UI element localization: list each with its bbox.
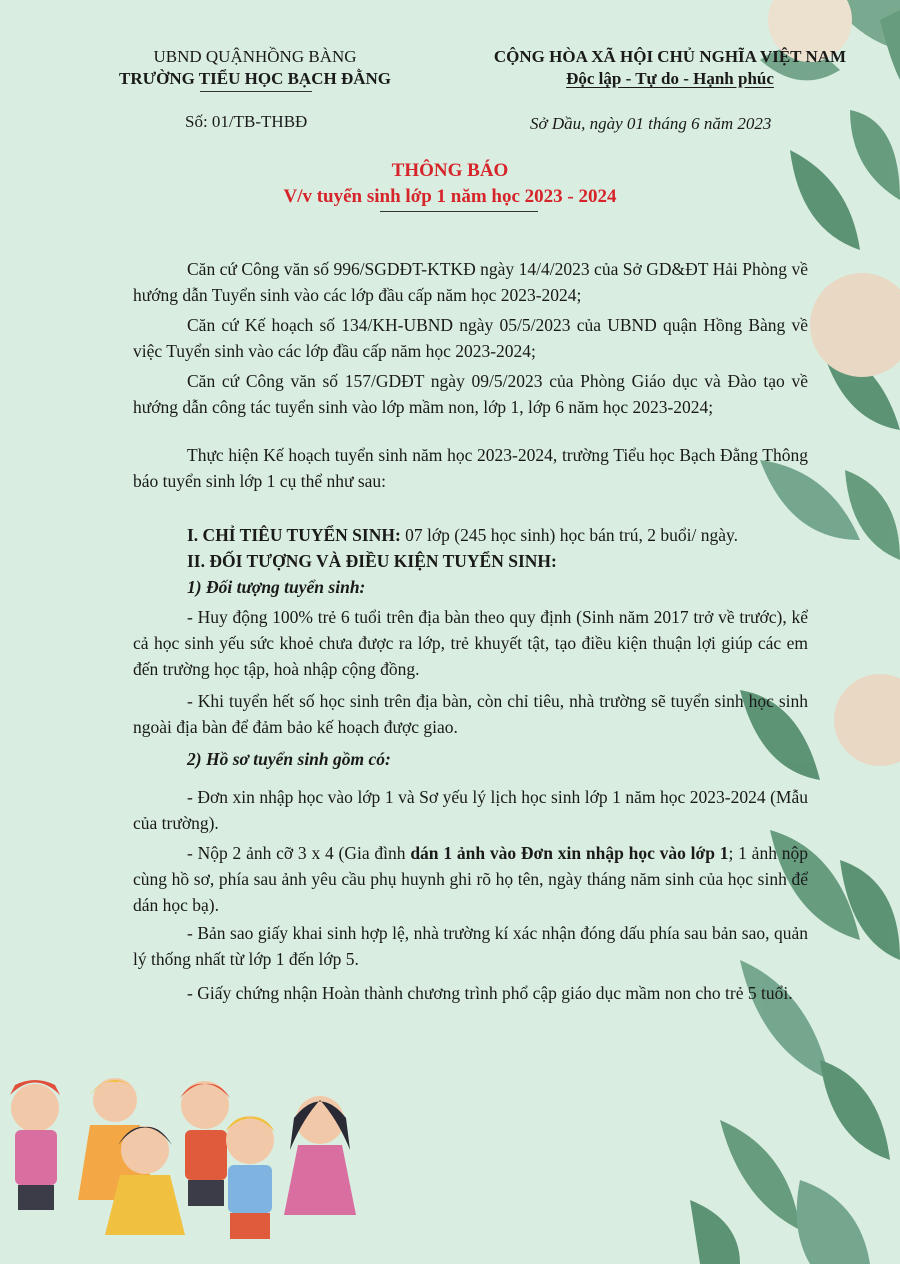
school-name: TRƯỜNG TIỂU HỌC BẠCH ĐẰNG	[118, 69, 392, 88]
paragraph-implementation: Thực hiện Kế hoạch tuyển sinh năm học 2023-2024, trường Tiểu học Bạch Đằng Thông báo tuyển sinh lớp 1 cụ thể như sau:	[133, 445, 808, 491]
paragraph-basis-3: Căn cứ Công văn số 157/GDĐT ngày 09/5/2023 của Phòng Giáo dục và Đào tạo về hướng dẫn công tác tuyển sinh vào lớp mầm non, lớp 1, lớp 6 năm học 2023-2024;	[133, 371, 808, 417]
dossier-photos-text-b: ; 1 ảnh nộp cùng hồ sơ, phía sau ảnh yêu cầu phụ huynh ghi rõ họ tên, ngày tháng năm sinh của học sinh để dán học bạ).	[133, 843, 808, 915]
issuer-header	[95, 46, 415, 90]
target-paragraph-2: - Khi tuyển hết số học sinh trên địa bàn, còn chỉ tiêu, nhà trường sẽ tuyển sinh học sinh ngoài địa bàn để đảm bảo kế hoạch được giao.	[133, 691, 808, 737]
dossier-item-photos	[133, 840, 808, 918]
subsection-dossier-heading: 2) Hồ sơ tuyển sinh gồm có:	[187, 749, 391, 769]
dossier-photos-text-a: - Nộp 2 ảnh cỡ 3 x 4 (Gia đình	[187, 843, 411, 863]
dossier-item-application: - Đơn xin nhập học vào lớp 1 và Sơ yếu lý lịch học sinh lớp 1 năm học 2023-2024 (Mẫu của trường).	[133, 787, 808, 833]
national-header	[455, 46, 885, 90]
target-paragraph-1: - Huy động 100% trẻ 6 tuổi trên địa bàn theo quy định (Sinh năm 2017 trở về trước), kể cả học sinh yếu sức khoẻ chưa được ra lớp, trẻ khuyết tật, tạo điều kiện thuận lợi giúp các em đến trường học tập, hoà nhập cộng đồng.	[133, 607, 808, 679]
section-quota-heading: I. CHỈ TIÊU TUYỂN SINH:	[187, 525, 401, 545]
dossier-item-preschool-certificate: - Giấy chứng nhận Hoàn thành chương trình phổ cập giáo dục mầm non cho trẻ 5 tuổi.	[187, 983, 793, 1003]
district-name: UBND QUẬNHỒNG BÀNG	[153, 47, 357, 66]
country-name: CỘNG HÒA XÃ HỘI CHỦ NGHĨA VIỆT NAM	[493, 47, 847, 66]
section-quota	[133, 522, 808, 548]
place-and-date: Sở Dầu, ngày 01 tháng 6 năm 2023	[530, 114, 772, 133]
paragraph-basis-2: Căn cứ Kế hoạch số 134/KH-UBND ngày 05/5/2023 của UBND quận Hồng Bàng về việc Tuyển sinh vào các lớp đầu cấp năm học 2023-2024;	[133, 315, 808, 361]
document-subject: V/v tuyển sinh lớp 1 năm học 2023 - 2024	[283, 186, 617, 207]
dossier-item-birth-certificate: - Bản sao giấy khai sinh hợp lệ, nhà trường kí xác nhận đóng dấu phía sau bản sao, quản lý thống nhất từ lớp 1 đến lớp 5.	[133, 923, 808, 969]
document-number: Số: 01/TB-THBĐ	[185, 112, 308, 131]
section-eligibility-heading: II. ĐỐI TƯỢNG VÀ ĐIỀU KIỆN TUYỂN SINH:	[187, 551, 557, 571]
paragraph-basis-1: Căn cứ Công văn số 996/SGDĐT-KTKĐ ngày 14/4/2023 của Sở GD&ĐT Hải Phòng về hướng dẫn Tuyển sinh vào các lớp đầu cấp năm học 2023-2024;	[133, 259, 808, 305]
title-underline	[380, 211, 538, 212]
national-motto: Độc lập - Tự do - Hạnh phúc	[566, 69, 774, 88]
subsection-target-heading: 1) Đối tượng tuyển sinh:	[187, 577, 366, 597]
section-quota-text: 07 lớp (245 học sinh) học bán trú, 2 buổi/ ngày.	[400, 525, 738, 545]
issuer-underline	[200, 91, 312, 92]
document-title: THÔNG BÁO	[391, 160, 509, 181]
dossier-photos-emphasis: dán 1 ảnh vào Đơn xin nhập học vào lớp 1	[410, 843, 729, 863]
